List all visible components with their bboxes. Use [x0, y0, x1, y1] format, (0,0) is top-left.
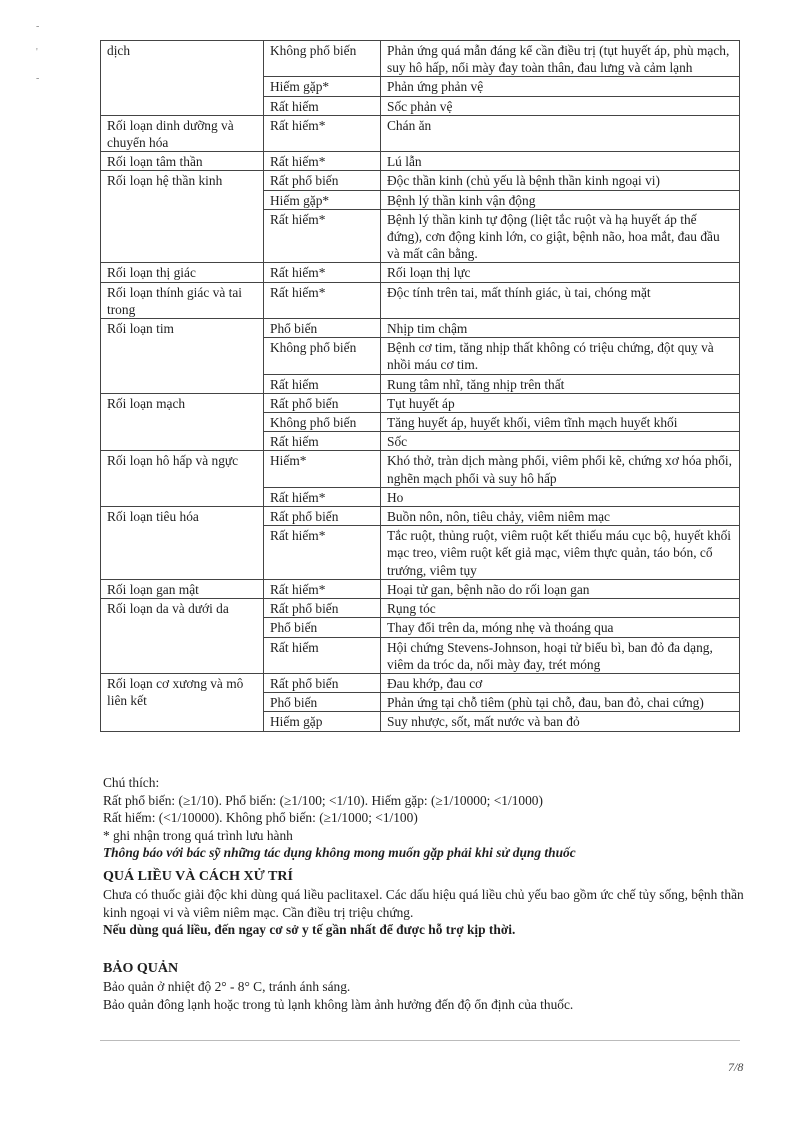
- table-row: [101, 115, 740, 151]
- effect-cell: Lú lẫn: [381, 152, 740, 171]
- effect-cell: Độc thần kinh (chủ yếu là bệnh thần kinh ngoại vi): [381, 171, 740, 190]
- table-row: [101, 152, 740, 171]
- storage-line-1: Bảo quản ở nhiệt độ 2° - 8° C, tránh ánh sáng.: [103, 979, 351, 994]
- organ-class-cell: dịch: [101, 41, 264, 116]
- overdose-text: Chưa có thuốc giải độc khi dùng quá liều paclitaxel. Các dấu hiệu quá liều chủ yếu bao gồm ức chế tủy sống, bệnh thần kinh ngoại vi và viêm niêm mạc. Cần điều trị triệu chứng.: [103, 887, 744, 920]
- frequency-cell: Không phổ biến: [264, 338, 381, 374]
- effect-cell: Tắc ruột, thủng ruột, viêm ruột kết thiếu máu cục bộ, huyết khối mạc treo, viêm ruột kết giả mạc, viêm thực quản, táo bón, cổ trướng, viêm tụy: [381, 526, 740, 580]
- frequency-cell: Rất hiếm*: [264, 526, 381, 580]
- table-row: [101, 579, 740, 598]
- storage-line-2: Bảo quản đông lạnh hoặc trong tủ lạnh không làm ảnh hưởng đến độ ổn định của thuốc.: [103, 996, 574, 1012]
- effect-cell: Tăng huyết áp, huyết khối, viêm tĩnh mạch huyết khối: [381, 413, 740, 432]
- frequency-cell: Rất hiếm*: [264, 282, 381, 318]
- effect-cell: Phản ứng quá mẫn đáng kể cần điều trị (tụt huyết áp, phù mạch, suy hô hấp, nổi mày đay toàn thân, đau lưng và cảm lạnh: [381, 41, 740, 77]
- frequency-cell: Rất hiếm: [264, 374, 381, 393]
- notes-heading: Chú thích:: [103, 775, 160, 790]
- organ-class-cell: Rối loạn dinh dưỡng và chuyển hóa: [101, 115, 264, 151]
- notes-frequency-line-2: Rất hiếm: (<1/10000). Không phổ biến: (≥1/1000; <1/100): [103, 810, 418, 825]
- overdose-title: QUÁ LIỀU VÀ CÁCH XỬ TRÍ: [103, 869, 293, 884]
- frequency-cell: Hiếm gặp*: [264, 190, 381, 209]
- organ-class-cell: Rối loạn hệ thần kinh: [101, 171, 264, 263]
- effect-cell: Khó thở, tràn dịch màng phổi, viêm phổi kẽ, chứng xơ hóa phổi, nghẽn mạch phổi và suy hô hấp: [381, 451, 740, 487]
- effect-cell: Rối loạn thị lực: [381, 263, 740, 282]
- organ-class-cell: Rối loạn hô hấp và ngực: [101, 451, 264, 507]
- organ-class-cell: Rối loạn tim: [101, 319, 264, 394]
- frequency-cell: Rất hiếm*: [264, 263, 381, 282]
- frequency-cell: Rất phổ biến: [264, 673, 381, 692]
- frequency-cell: Không phổ biến: [264, 41, 381, 77]
- frequency-cell: Rất hiếm*: [264, 115, 381, 151]
- frequency-cell: Phổ biến: [264, 319, 381, 338]
- margin-marks: [36, 14, 39, 92]
- table-row: [101, 319, 740, 338]
- frequency-cell: Rất phổ biến: [264, 171, 381, 190]
- frequency-cell: Rất hiếm: [264, 96, 381, 115]
- effect-cell: Phản ứng phản vệ: [381, 77, 740, 96]
- frequency-cell: Hiếm gặp: [264, 712, 381, 731]
- organ-class-cell: Rối loạn tâm thần: [101, 152, 264, 171]
- organ-class-cell: Rối loạn thị giác: [101, 263, 264, 282]
- notes-report-warning: Thông báo với bác sỹ những tác dụng không mong muốn gặp phải khi sử dụng thuốc: [103, 845, 576, 860]
- table-row: [101, 393, 740, 412]
- effect-cell: Đau khớp, đau cơ: [381, 673, 740, 692]
- storage-title: BẢO QUẢN: [103, 961, 179, 976]
- effect-cell: Tụt huyết áp: [381, 393, 740, 412]
- frequency-cell: Rất phổ biến: [264, 393, 381, 412]
- adverse-effects-table: [100, 40, 740, 732]
- frequency-cell: Rất hiếm: [264, 432, 381, 451]
- frequency-cell: Hiếm gặp*: [264, 77, 381, 96]
- effect-cell: Độc tính trên tai, mất thính giác, ù tai, chóng mặt: [381, 282, 740, 318]
- table-notes: [103, 774, 763, 862]
- effect-cell: Hoại tử gan, bệnh não do rối loạn gan: [381, 579, 740, 598]
- organ-class-cell: Rối loạn gan mật: [101, 579, 264, 598]
- effect-cell: Chán ăn: [381, 115, 740, 151]
- frequency-cell: Rất phổ biến: [264, 599, 381, 618]
- table-row: [101, 171, 740, 190]
- frequency-cell: Rất hiếm*: [264, 152, 381, 171]
- frequency-cell: Rất hiếm: [264, 637, 381, 673]
- effect-cell: Bệnh lý thần kinh tự động (liệt tắc ruột và hạ huyết áp thế đứng), cơn động kinh lớn, co giật, bệnh não, hoa mắt, đau đầu và mất cân bằng.: [381, 209, 740, 263]
- margin-mark: ': [36, 47, 38, 58]
- frequency-cell: Hiếm*: [264, 451, 381, 487]
- overdose-section: [103, 868, 763, 939]
- overdose-warning: Nếu dùng quá liều, đến ngay cơ sở y tế gần nhất để được hỗ trợ kịp thời.: [103, 922, 516, 937]
- margin-mark: -: [36, 21, 40, 32]
- frequency-cell: Rất hiếm*: [264, 209, 381, 263]
- effect-cell: Phản ứng tại chỗ tiêm (phù tại chỗ, đau, ban đỏ, chai cứng): [381, 693, 740, 712]
- effect-cell: Buồn nôn, nôn, tiêu chảy, viêm niêm mạc: [381, 507, 740, 526]
- frequency-cell: Rất hiếm*: [264, 487, 381, 506]
- effect-cell: Rụng tóc: [381, 599, 740, 618]
- table-row: [101, 41, 740, 77]
- notes-postmarketing-line: * ghi nhận trong quá trình lưu hành: [103, 827, 293, 843]
- frequency-cell: Phổ biến: [264, 693, 381, 712]
- margin-mark: -: [36, 73, 40, 84]
- table-row: [101, 507, 740, 526]
- effect-cell: Rung tâm nhĩ, tăng nhịp trên thất: [381, 374, 740, 393]
- page-number: 7/8: [728, 1060, 744, 1074]
- organ-class-cell: Rối loạn mạch: [101, 393, 264, 451]
- notes-frequency-line-1: Rất phổ biến: (≥1/10). Phổ biến: (≥1/100; <1/10). Hiếm gặp: (≥1/10000; <1/1000): [103, 792, 543, 808]
- table-row: [101, 451, 740, 487]
- effect-cell: Suy nhược, sốt, mất nước và ban đỏ: [381, 712, 740, 731]
- frequency-cell: Rất phổ biến: [264, 507, 381, 526]
- frequency-cell: Phổ biến: [264, 618, 381, 637]
- storage-section: [103, 960, 763, 1013]
- table-row: [101, 599, 740, 618]
- effect-cell: Ho: [381, 487, 740, 506]
- table-row: [101, 673, 740, 692]
- effect-cell: Bệnh lý thần kinh vận động: [381, 190, 740, 209]
- organ-class-cell: Rối loạn cơ xương và mô liên kết: [101, 673, 264, 731]
- effect-cell: Hội chứng Stevens-Johnson, hoại tử biểu bì, ban đỏ đa dạng, viêm da tróc da, nổi mày đay, trét móng: [381, 637, 740, 673]
- frequency-cell: Không phổ biến: [264, 413, 381, 432]
- effect-cell: Thay đổi trên da, móng nhẹ và thoáng qua: [381, 618, 740, 637]
- effect-cell: Bệnh cơ tim, tăng nhịp thất không có triệu chứng, đột quỵ và nhồi máu cơ tim.: [381, 338, 740, 374]
- effect-cell: Sốc: [381, 432, 740, 451]
- organ-class-cell: Rối loạn thính giác và tai trong: [101, 282, 264, 318]
- table-row: [101, 282, 740, 318]
- organ-class-cell: Rối loạn da và dưới da: [101, 599, 264, 674]
- effect-cell: Nhịp tim chậm: [381, 319, 740, 338]
- effect-cell: Sốc phản vệ: [381, 96, 740, 115]
- footer-divider: [100, 1040, 740, 1041]
- organ-class-cell: Rối loạn tiêu hóa: [101, 507, 264, 580]
- table-row: [101, 263, 740, 282]
- frequency-cell: Rất hiếm*: [264, 579, 381, 598]
